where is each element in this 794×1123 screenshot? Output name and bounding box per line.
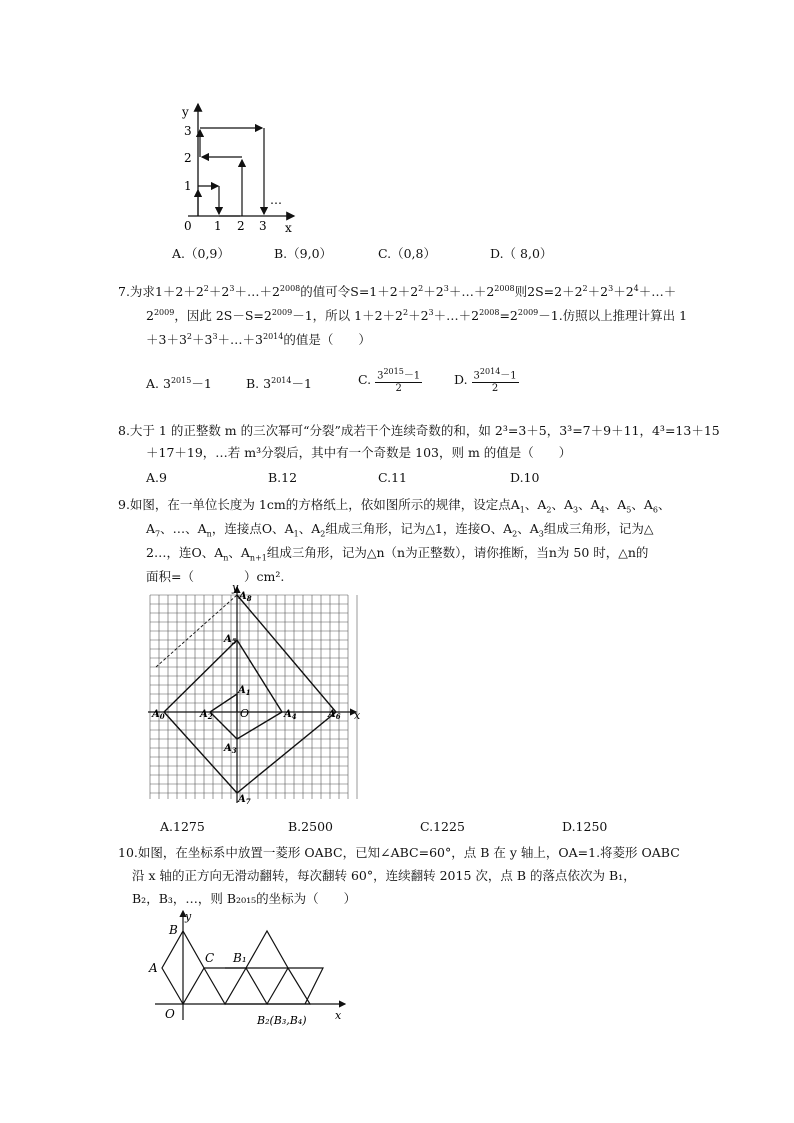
option-label: C. — [358, 372, 372, 388]
label-a4: $A_4$ — [284, 709, 297, 721]
y-axis-label: y — [182, 105, 189, 119]
x-axis-label: x — [285, 221, 292, 235]
option-label: A. — [146, 376, 160, 391]
q9-text: 组成三角形，记为△n（n为正整数），请你推断，当n为 50 时，△n的 — [266, 545, 649, 560]
point-c-label: C — [205, 951, 215, 965]
label-a8: $A_8$ — [239, 591, 252, 603]
ellipsis: … — [270, 193, 282, 207]
point-b-label: B — [169, 923, 178, 937]
point-a-label: A — [149, 961, 158, 975]
q7-option-b: B. $3^{2014}-1$ — [246, 375, 312, 391]
q7-text: 的值是（ ） — [283, 332, 371, 348]
y-tick-1: 1 — [184, 179, 192, 193]
q10-line-3: B₂，B₃，…，则 B₂₀₁₅的坐标为（ ） — [132, 891, 357, 906]
q7-text: .仿照以上推理计算出 — [558, 308, 676, 324]
origin-label: O — [240, 707, 250, 720]
q9-option-d: D.1250 — [562, 819, 608, 834]
origin-label: 0 — [184, 219, 192, 233]
option-label: D. — [454, 372, 468, 388]
q9-line-3: 2…，连O、$A_n$、$A_{n+1}$组成三角形，记为△n（n为正整数），请你推断，当n为 50 时，△n的 — [146, 545, 649, 563]
path-arrows — [198, 128, 264, 216]
y-axis-label: y — [185, 910, 192, 923]
q6-option-d: D.（ 8,0） — [490, 246, 553, 261]
q7-line-1: 7.为求$1+2+2^2+2^3+\dots+2^{2008}$的值可令$S=1+2+2^2+2^3+\dots+2^{2008}$则$2S=2+2^2+2^3+2^4+\dots+$ — [118, 284, 677, 300]
label-a5: $A_5$ — [224, 634, 237, 646]
q9-text: 组成三角形，记为△ — [543, 521, 654, 536]
label-a3: $A_3$ — [224, 743, 237, 755]
q9-text: 9.如图，在一单位长度为 1cm的方格纸上，依如图所示的规律，设定点 — [118, 497, 511, 512]
q6-option-a: A.（0,9） — [172, 246, 230, 261]
origin-label: O — [165, 1007, 175, 1021]
x-axis-label: x — [354, 709, 361, 722]
q9-text: ，连接点O、 — [211, 521, 285, 536]
label-a6: $A_6$ — [328, 709, 341, 721]
q10-line-1: 10.如图，在坐标系中放置一菱形 OABC，已知∠ABC=60°，点 B 在 y 轴上，OA=1.将菱形 OABC — [118, 845, 680, 860]
q9-line-1: 9.如图，在一单位长度为 1cm的方格纸上，依如图所示的规律，设定点$A_1$、$A_2$、$A_3$、$A_4$、$A_5$、$A_6$、 — [118, 497, 671, 515]
label-a2: $A_2$ — [200, 709, 213, 721]
q7-option-a: A. $3^{2015}-1$ — [146, 375, 212, 391]
q7-text: 7.为求 — [118, 284, 155, 300]
q9-text: 2…，连O、 — [146, 545, 215, 560]
q6-option-c: C.（0,8） — [378, 246, 436, 261]
q6-option-b: B.（9,0） — [274, 246, 333, 261]
q8-line-1: 8.大于 1 的正整数 m 的三次幂可“分裂”成若干个连续奇数的和，如 2³=3＋5，3³=7＋9＋11，4³=13＋15 — [118, 423, 720, 438]
q7-line-2: $2^{2009}$，因此 $2S-S=2^{2009}-1$，所以 $1+2+2^2+2^3+\dots+2^{2008}=2^{2009}-1$.仿照以上推理计算出 1 — [146, 308, 688, 324]
y-tick-3: 3 — [184, 124, 192, 138]
q10-line-2: 沿 x 轴的正方向无滑动翻转，每次翻转 60°，连续翻转 2015 次，点 B 的落点依次为 B₁， — [132, 868, 636, 883]
q9-option-b: B.2500 — [288, 819, 333, 834]
q8-line-2: ＋17＋19，…若 m³分裂后，其中有一个奇数是 103，则 m 的值是（ ） — [146, 445, 572, 460]
q9-option-c: C.1225 — [420, 819, 465, 834]
point-b2-label: B₂(B₃,B₄) — [257, 1014, 307, 1027]
x-tick-1: 1 — [214, 219, 222, 233]
figure-q6-staircase — [170, 98, 310, 238]
q8-option-c: C.11 — [378, 470, 407, 485]
q9-line-2: $A_7$、…、$A_n$，连接点O、$A_1$、$A_2$组成三角形，记为△1，连接O、$A_2$、$A_3$组成三角形，记为△ — [146, 521, 654, 539]
y-tick-2: 2 — [184, 151, 192, 165]
rhombus-chain — [162, 931, 323, 1004]
x-tick-2: 2 — [237, 219, 245, 233]
x-axis-label: x — [335, 1009, 342, 1022]
q7-text: 所以 — [325, 308, 351, 324]
label-a1: $A_1$ — [238, 685, 251, 697]
figure-q10-rhombus — [145, 908, 355, 1032]
q7-line-3: $+3+3^2+3^3+\dots+3^{2014}$的值是（ ） — [146, 332, 371, 348]
label-a0: $A_0$ — [152, 709, 165, 721]
q8-option-a: A.9 — [146, 470, 167, 485]
q7-text: 则 — [514, 284, 528, 300]
q8-option-d: D.10 — [510, 470, 540, 485]
q7-option-c: C. $\frac{3^{2015}-1}{2}$ — [358, 367, 421, 395]
point-b1-label: B₁ — [233, 951, 247, 965]
y-axis-label: y — [232, 585, 239, 594]
q7-option-d: D. $\frac{3^{2014}-1}{2}$ — [454, 367, 517, 395]
q9-text: 组成三角形，记为△1，连接O、 — [325, 521, 504, 536]
q9-option-a: A.1275 — [160, 819, 205, 834]
x-tick-3: 3 — [259, 219, 267, 233]
figure-q9-grid — [148, 585, 364, 807]
q7-text: 的值可令 — [300, 284, 351, 300]
grid-lines — [150, 595, 357, 799]
q9-line-4: 面积=（ ）cm². — [146, 569, 285, 584]
option-label: B. — [246, 376, 260, 391]
q8-option-b: B.12 — [268, 470, 298, 485]
label-a7: $A_7$ — [238, 794, 251, 806]
q7-text: 因此 — [186, 308, 212, 324]
